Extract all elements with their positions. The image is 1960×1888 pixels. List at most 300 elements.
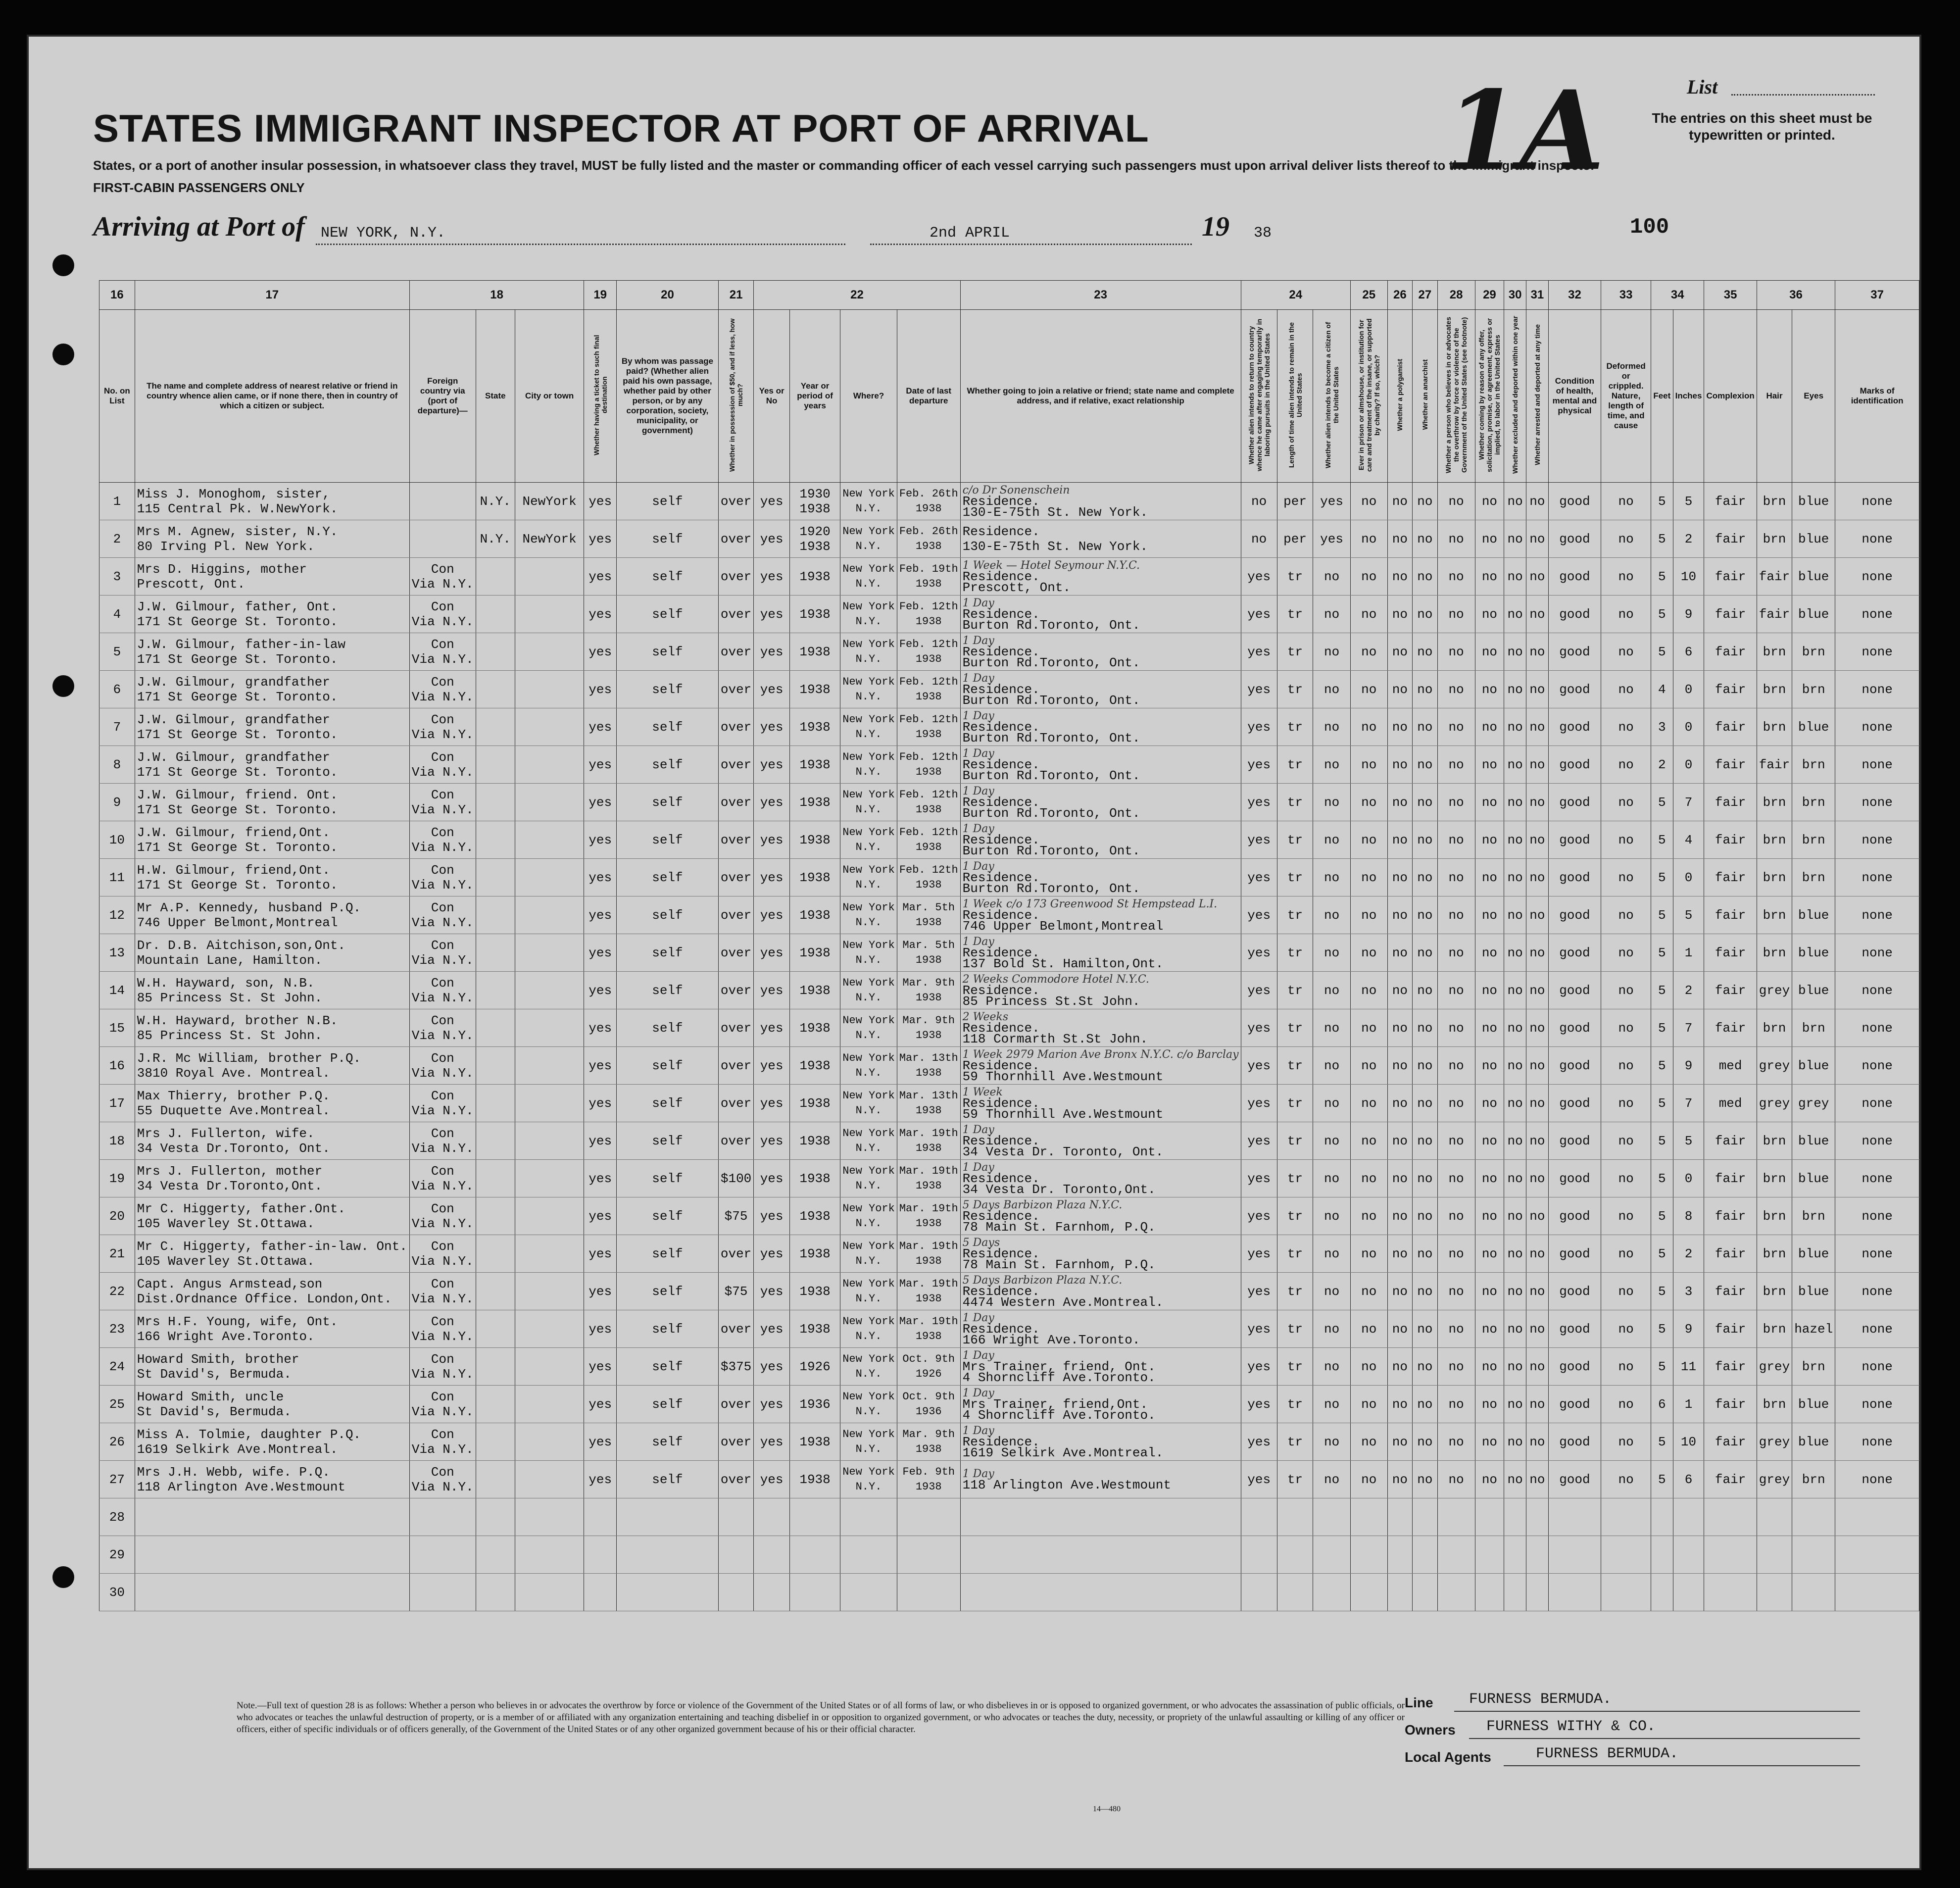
cell-money: over [718,633,753,671]
cell-q29: no [1475,1197,1504,1235]
manifest-table [99,280,1919,1611]
cell-city [515,784,584,821]
header-where: Where? [840,310,897,483]
cell-hair: brn [1757,896,1792,934]
cell-comp: fair [1704,483,1757,520]
cell-deformed: no [1601,821,1651,859]
port-line [316,244,845,245]
cell-dep [897,1122,960,1160]
cell-anar: no [1413,972,1437,1009]
cell-p1: yes [1241,1273,1277,1310]
cell-paid: self [617,1423,719,1461]
cell-dep [897,1498,960,1536]
cell-fc [409,859,476,896]
cell-fc2: Via N.Y. [411,952,474,968]
cell-city [515,1197,584,1235]
cell-fc [409,1536,476,1574]
cell-rel [135,1122,409,1160]
cell-marks: none [1835,896,1919,934]
cell-hair: brn [1757,1310,1792,1348]
cell-in: 0 [1673,746,1704,784]
cell-where2: N.Y. [855,1292,882,1305]
cell-fc [409,1235,476,1273]
cell-eyes [1792,1498,1835,1536]
date-line [870,244,1192,245]
cell-comp: med [1704,1047,1757,1085]
cell-ticket: yes [584,1009,617,1047]
table-row [99,1047,1919,1085]
cell-yn: yes [754,1160,790,1197]
header-purpose-length: Length of time alien intends to remain in the United States [1277,310,1313,483]
cell-p3 [1313,1536,1351,1574]
cell-rel1: W.H. Hayward, brother N.B. [137,1013,338,1028]
cell-q31: no [1526,671,1548,708]
cell-p2: tr [1277,972,1313,1009]
cell-where1: New York [842,600,895,613]
cell-q28: no [1437,1348,1475,1386]
cell-fc [409,1047,476,1085]
cell-ft: 5 [1651,896,1673,934]
cell-ticket [584,1536,617,1574]
cell-poly: no [1387,1310,1412,1348]
cell-join [960,1423,1241,1461]
cell-dep1: Mar. 19th [899,1240,958,1252]
header-year-period: Year or period of years [789,310,840,483]
cell-rel2: 3810 Royal Ave. Montreal. [137,1065,330,1081]
cell-p2 [1277,1536,1313,1574]
cell-where [840,558,897,596]
table-row [99,1085,1919,1122]
cell-dep [897,934,960,972]
table-row [99,972,1919,1009]
cell-poly: no [1387,1235,1412,1273]
cell-dep [897,671,960,708]
cell-p2: tr [1277,708,1313,746]
cell-deformed [1601,1498,1651,1536]
cell-q31: no [1526,520,1548,558]
cell-year [789,1386,840,1423]
cell-rel1: Miss A. Tolmie, daughter P.Q. [137,1427,361,1442]
cell-money: over [718,1009,753,1047]
cell-no: 3 [99,558,135,596]
cell-join2: 4 Shorncliff Ave.Toronto. [962,1370,1156,1385]
cell-fc [409,821,476,859]
header-state: State [476,310,515,483]
cell-where [840,1197,897,1235]
cell-where1: New York [842,713,895,726]
cell-state [476,1197,515,1235]
cell-join [960,671,1241,708]
cell-health [1548,1498,1601,1536]
handwritten-annotation: 1 Week — Hotel Seymour N.Y.C. [962,559,1140,572]
cell-health: good [1548,520,1601,558]
port-value: NEW YORK, N.Y. [321,225,446,242]
cell-deformed: no [1601,1423,1651,1461]
cell-q29: no [1475,934,1504,972]
cell-fc2: Via N.Y. [411,1065,474,1081]
cell-p3: no [1313,1386,1351,1423]
cell-hair: brn [1757,1160,1792,1197]
cell-dep1: Feb. 12th [899,788,958,801]
cell-no: 8 [99,746,135,784]
handwritten-annotation: 1 Day [962,747,994,760]
cell-comp [1704,1498,1757,1536]
cell-join2: 130-E-75th St. New York. [962,504,1148,520]
header-q31: Whether arrested and deported at any time [1526,310,1548,483]
table-row [99,1386,1919,1423]
cell-ft: 5 [1651,1197,1673,1235]
cell-q28: no [1437,934,1475,972]
cell-no: 30 [99,1574,135,1611]
table-row [99,1197,1919,1235]
cell-fc [409,746,476,784]
cell-dep2: 1938 [915,916,942,929]
header-hair: Hair [1757,310,1792,483]
cell-q30: no [1504,1160,1526,1197]
cell-where [840,896,897,934]
cell-where [840,1386,897,1423]
cell-dep [897,896,960,934]
cell-fc1: Con [431,1276,454,1292]
cell-in: 2 [1673,1235,1704,1273]
cell-ft: 5 [1651,1009,1673,1047]
cell-state [476,1085,515,1122]
cell-p1: yes [1241,784,1277,821]
cell-dep1: Mar. 13th [899,1051,958,1064]
cell-rel [135,558,409,596]
cell-fc2: Via N.Y. [411,1216,474,1231]
cell-poly: no [1387,1047,1412,1085]
cell-money: over [718,1085,753,1122]
cell-dep [897,1348,960,1386]
cell-p2: per [1277,520,1313,558]
cell-q28: no [1437,821,1475,859]
cell-q30: no [1504,896,1526,934]
cell-q29: no [1475,746,1504,784]
cell-q30: no [1504,1122,1526,1160]
cell-q29: no [1475,896,1504,934]
cell-fc1: Con [431,1351,454,1367]
cell-year [789,1536,840,1574]
cell-deformed: no [1601,1009,1651,1047]
cell-prison [1350,1574,1387,1611]
cell-dep [897,1461,960,1498]
cell-city [515,859,584,896]
cell-marks: none [1835,1386,1919,1423]
cell-prison: no [1350,1348,1387,1386]
cell-hair: brn [1757,1197,1792,1235]
cell-fc1: Con [431,1050,454,1066]
cell-paid: self [617,746,719,784]
cell-eyes: brn [1792,784,1835,821]
cell-ticket: yes [584,1461,617,1498]
cell-poly: no [1387,708,1412,746]
cell-rel2: Dist.Ordnance Office. London,Ont. [137,1291,392,1306]
cell-deformed: no [1601,784,1651,821]
cell-fc [409,483,476,520]
cell-q28: no [1437,483,1475,520]
cell-no: 27 [99,1461,135,1498]
cell-money: over [718,483,753,520]
cell-rel2: 1619 Selkirk Ave.Montreal. [137,1441,338,1457]
handwritten-annotation: 5 Days Barbizon Plaza N.Y.C. [962,1198,1123,1211]
cell-no: 5 [99,633,135,671]
cell-no: 28 [99,1498,135,1536]
cell-dep2: 1938 [915,841,942,853]
cell-q28: no [1437,1273,1475,1310]
cell-dep1: Feb. 12th [899,713,958,726]
cell-q30: no [1504,596,1526,633]
cell-health: good [1548,558,1601,596]
header-health: Condition of health, mental and physical [1548,310,1601,483]
cell-in: 8 [1673,1197,1704,1235]
cell-comp: fair [1704,746,1757,784]
cell-join1: Residence. [962,1208,1040,1224]
cell-join1: Residence. [962,757,1040,772]
cell-deformed: no [1601,520,1651,558]
column-number: 23 [960,281,1241,310]
cell-q30: no [1504,520,1526,558]
header-anarchist: Whether an anarchist [1413,310,1437,483]
cell-dep [897,1536,960,1574]
cell-join [960,1047,1241,1085]
cell-money: $100 [718,1160,753,1197]
cell-health: good [1548,1122,1601,1160]
cell-money: $75 [718,1273,753,1310]
cell-q31: no [1526,1122,1548,1160]
punch-hole [52,344,74,365]
cell-year [789,520,840,558]
cell-yn: yes [754,1273,790,1310]
cell-join [960,1160,1241,1197]
cell-health: good [1548,1235,1601,1273]
cell-comp: fair [1704,934,1757,972]
cell-state [476,1536,515,1574]
cell-ticket: yes [584,671,617,708]
cell-year2: 1938 [799,1095,831,1111]
cell-eyes: blue [1792,1160,1835,1197]
cell-fc2: Via N.Y. [411,877,474,893]
cell-in: 4 [1673,821,1704,859]
cell-no: 2 [99,520,135,558]
cell-comp: med [1704,1085,1757,1122]
column-number-row [99,281,1919,310]
cell-money: over [718,520,753,558]
cell-in [1673,1574,1704,1611]
cell-rel2: 171 St George St. Toronto. [137,802,338,817]
cell-city [515,1310,584,1348]
column-number: 20 [617,281,719,310]
cell-anar: no [1413,558,1437,596]
cell-health: good [1548,1386,1601,1423]
owners-value: FURNESS WITHY & CO. [1486,1718,1656,1735]
table-row [99,596,1919,633]
cell-yn: yes [754,1197,790,1235]
cell-fc1: Con [431,599,454,614]
cell-p1: yes [1241,859,1277,896]
cell-fc [409,558,476,596]
cell-in: 10 [1673,1423,1704,1461]
cell-no: 24 [99,1348,135,1386]
cell-deformed: no [1601,1122,1651,1160]
cell-p2: tr [1277,1160,1313,1197]
header-inches: Inches [1673,310,1704,483]
cell-yn: yes [754,896,790,934]
cell-dep1: Oct. 9th [902,1390,955,1403]
cell-in: 0 [1673,1160,1704,1197]
cell-p2: tr [1277,1386,1313,1423]
cell-p3: no [1313,746,1351,784]
handwritten-annotation: 5 Days [962,1236,1000,1249]
cell-p3: no [1313,1160,1351,1197]
cell-hair [1757,1574,1792,1611]
cell-prison: no [1350,671,1387,708]
cell-dep2: 1938 [915,502,942,515]
cell-where1: New York [842,976,895,989]
header-q29: Whether coming by reason of any offer, solicitation, promise, or agreement, express or implied, to labor in the United States [1475,310,1504,483]
cell-health: good [1548,784,1601,821]
cell-p1: yes [1241,1122,1277,1160]
cell-paid [617,1536,719,1574]
cell-p2: tr [1277,1197,1313,1235]
cell-ft [1651,1536,1673,1574]
cell-dep [897,1310,960,1348]
header-join-relative: Whether going to join a relative or friend; state name and complete address, and if relative, exact relationship [960,310,1241,483]
cell-ft: 5 [1651,1047,1673,1085]
cell-p1: yes [1241,671,1277,708]
cell-q30: no [1504,1423,1526,1461]
cell-state [476,558,515,596]
cell-fc1: Con [431,825,454,840]
table-row [99,784,1919,821]
cell-prison: no [1350,1461,1387,1498]
cell-dep1: Feb. 12th [899,750,958,763]
cell-anar: no [1413,896,1437,934]
cell-p3 [1313,1574,1351,1611]
cell-city [515,896,584,934]
cell-comp: fair [1704,1009,1757,1047]
cell-fc1: Con [431,1088,454,1103]
cell-city [515,972,584,1009]
cell-money: over [718,1310,753,1348]
cell-join [960,1009,1241,1047]
cell-join [960,972,1241,1009]
cell-fc2: Via N.Y. [411,1404,474,1419]
cell-rel [135,972,409,1009]
manifest-sheet [29,37,1919,1868]
cell-hair: brn [1757,821,1792,859]
cell-where2: N.Y. [855,1330,882,1342]
cell-join2: 34 Vesta Dr. Toronto,Ont. [962,1182,1156,1197]
cell-dep1: Mar. 5th [902,939,955,951]
cell-join2: 118 Cormarth St.St John. [962,1031,1148,1046]
cell-year [789,558,840,596]
cell-year1: 1930 [799,486,831,501]
cell-p2: tr [1277,1235,1313,1273]
cell-comp: fair [1704,1348,1757,1386]
cell-eyes: blue [1792,1235,1835,1273]
form-code: 14—480 [1093,1805,1121,1813]
cell-eyes: brn [1792,1461,1835,1498]
cell-where [840,1310,897,1348]
cell-where [840,1273,897,1310]
cell-dep2: 1938 [915,1142,942,1154]
cell-dep [897,483,960,520]
cell-marks: none [1835,821,1919,859]
column-number: 35 [1704,281,1757,310]
cell-rel [135,784,409,821]
cell-p1: no [1241,483,1277,520]
cell-dep [897,1386,960,1423]
cell-dep1: Mar. 19th [899,1315,958,1328]
cell-ft: 5 [1651,1310,1673,1348]
cell-rel2: 115 Central Pk. W.NewYork. [137,501,338,516]
cell-p1: yes [1241,746,1277,784]
cell-poly: no [1387,1273,1412,1310]
cell-year [789,1574,840,1611]
cell-deformed: no [1601,1273,1651,1310]
cell-no: 11 [99,859,135,896]
cell-p2 [1277,1498,1313,1536]
cell-fc1: Con [431,561,454,577]
cell-dep2: 1938 [915,1029,942,1042]
cell-rel1: Howard Smith, uncle [137,1389,284,1404]
cell-money: over [718,934,753,972]
cell-health [1548,1574,1601,1611]
cell-where1: New York [842,901,895,914]
cell-paid: self [617,633,719,671]
cell-yn [754,1574,790,1611]
table-row [99,1348,1919,1386]
cell-rel1: Mrs M. Agnew, sister, N.Y. [137,524,338,539]
cell-join2: 59 Thornhill Ave.Westmount [962,1069,1164,1084]
cell-fc2: Via N.Y. [411,1178,474,1193]
cell-money: over [718,746,753,784]
cell-in: 7 [1673,1009,1704,1047]
cell-fc2: Via N.Y. [411,1366,474,1382]
cell-deformed: no [1601,1085,1651,1122]
column-number: 26 [1387,281,1412,310]
cell-rel1: J.R. Mc William, brother P.Q. [137,1050,361,1066]
cell-join2: Burton Rd.Toronto, Ont. [962,805,1140,821]
cell-fc [409,896,476,934]
cell-q30: no [1504,1386,1526,1423]
column-header-row [99,310,1919,483]
cell-health: good [1548,1160,1601,1197]
cell-rel1: J.W. Gilmour, friend. Ont. [137,787,338,802]
cell-anar: no [1413,1273,1437,1310]
cell-rel [135,934,409,972]
cell-comp [1704,1536,1757,1574]
header-passage-paid: By whom was passage paid? (Whether alien paid his own passage, whether paid by other person, or by any corporation, society, municipality, or government) [617,310,719,483]
column-number: 27 [1413,281,1437,310]
cell-p2: tr [1277,558,1313,596]
cell-dep [897,708,960,746]
cell-q31: no [1526,1310,1548,1348]
cell-marks [1835,1574,1919,1611]
header-ticket: Whether having a ticket to such final destination [584,310,617,483]
cell-p2: tr [1277,1047,1313,1085]
cell-rel1: W.H. Hayward, son, N.B. [137,975,315,991]
cell-q30: no [1504,483,1526,520]
cell-p3: no [1313,1310,1351,1348]
cell-join1: Residence. [962,1284,1040,1299]
cell-poly: no [1387,520,1412,558]
cell-join [960,708,1241,746]
cell-anar: no [1413,1310,1437,1348]
cell-where2: N.Y. [855,728,882,741]
cell-yn: yes [754,1386,790,1423]
